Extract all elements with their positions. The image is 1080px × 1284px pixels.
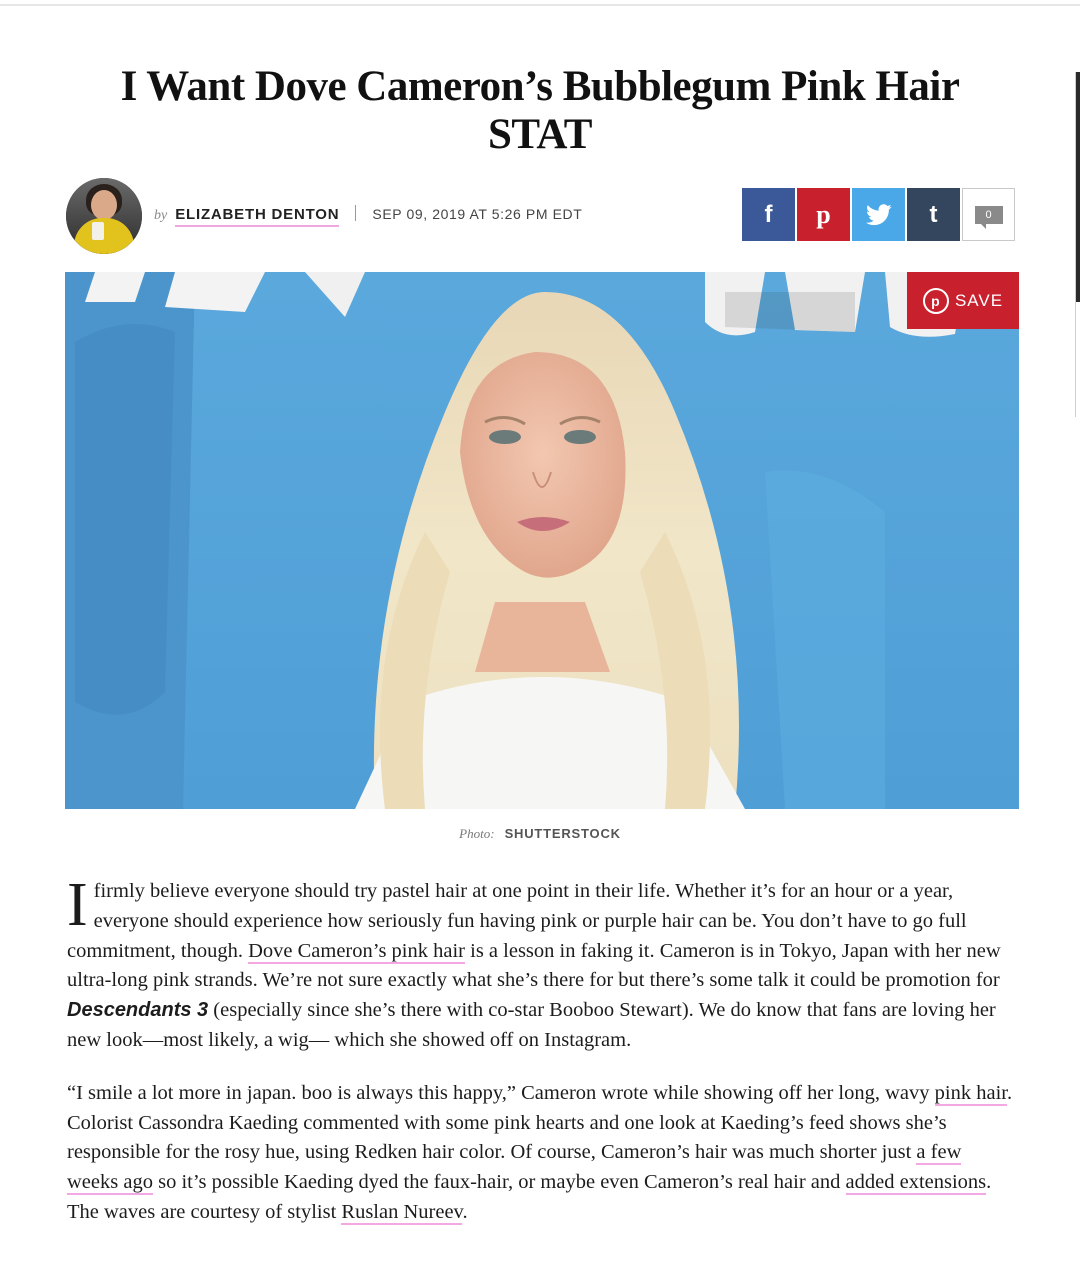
movie-title: Descendants 3 xyxy=(67,999,209,1022)
scrollbar-thumb[interactable] xyxy=(1076,72,1080,302)
share-bar xyxy=(742,188,1017,241)
photo-credit: SHUTTERSTOCK xyxy=(504,826,621,841)
byline-prefix: by xyxy=(154,208,168,223)
added-extensions-link[interactable]: added extensions xyxy=(845,1171,987,1194)
few-weeks-ago-link[interactable]: a few weeks ago xyxy=(67,1141,962,1194)
paragraph-text: so it’s possible Kaeding dyed the faux-hair, or maybe even Cameron’s real hair and xyxy=(152,1171,846,1194)
paragraph-1 xyxy=(67,871,1013,1056)
top-divider xyxy=(0,4,1080,6)
byline-separator xyxy=(355,205,356,221)
comment-count-badge: 0 xyxy=(975,206,1003,224)
paragraph-text: . xyxy=(462,1200,468,1223)
drop-cap: I xyxy=(67,871,88,939)
paragraph-2 xyxy=(67,1079,1013,1228)
pink-hair-link[interactable]: pink hair xyxy=(934,1081,1007,1104)
ruslan-nureev-link[interactable]: Ruslan Nureev xyxy=(341,1200,463,1223)
photo-caption xyxy=(0,825,1080,843)
save-label: SAVE xyxy=(954,290,1004,310)
author-link[interactable]: ELIZABETH DENTON xyxy=(175,206,339,227)
paragraph-text: (especially since she’s there with co-star Booboo Stewart). We do know that fans are loving her new look—most likely, a wig— which she showed off on Instagram. xyxy=(67,999,996,1051)
facebook-share-button[interactable] xyxy=(742,188,795,241)
caption-label: Photo: xyxy=(459,826,495,841)
paragraph-text: is a lesson in faking it. Cameron is in Tokyo, Japan with her new ultra-long pink strands. We’re not sure exactly what she’s there for but there’s some talk it could be promotion for xyxy=(67,939,1001,992)
twitter-share-button[interactable] xyxy=(852,188,905,241)
paragraph-text: firmly believe everyone should try pastel hair at one point in their life. Whether it’s for an hour or a year, everyone should experience how seriously fun having pink or purple hair can be. You don’t have to go full commitment, though. xyxy=(67,880,967,962)
facebook-icon: f xyxy=(764,200,773,228)
paragraph-text: . The waves are courtesy of stylist xyxy=(67,1171,992,1223)
pinterest-icon: p xyxy=(816,199,831,229)
paragraph-text: “I smile a lot more in japan. boo is always this happy,” Cameron wrote while showing off her long, wavy xyxy=(67,1081,935,1104)
comments-button[interactable] xyxy=(962,188,1015,241)
byline-text xyxy=(154,205,582,224)
pinterest-icon: p xyxy=(923,288,949,314)
hero-photo xyxy=(65,272,1019,809)
byline xyxy=(66,178,1018,256)
twitter-icon xyxy=(866,204,892,226)
tumblr-icon: t xyxy=(929,200,938,228)
article-title: I Want Dove Cameron’s Bubblegum Pink Hair STAT xyxy=(120,63,960,158)
author-avatar[interactable] xyxy=(66,178,142,254)
paragraph-text: . Colorist Cassondra Kaeding commented with some pink hearts and one look at Kaeding’s feed shows she’s responsible for the rosy hue, using Redken hair color. Of course, Cameron’s hair was much shorter just xyxy=(67,1081,1013,1164)
tumblr-share-button[interactable] xyxy=(907,188,960,241)
article-body xyxy=(67,871,1013,1251)
pinterest-save-button[interactable] xyxy=(907,272,1019,329)
dove-cameron-pink-hair-link[interactable]: Dove Cameron’s pink hair xyxy=(248,939,465,962)
pinterest-share-button[interactable] xyxy=(797,188,850,241)
publish-date: SEP 09, 2019 AT 5:26 PM EDT xyxy=(372,206,583,222)
hero-image xyxy=(65,272,1019,809)
